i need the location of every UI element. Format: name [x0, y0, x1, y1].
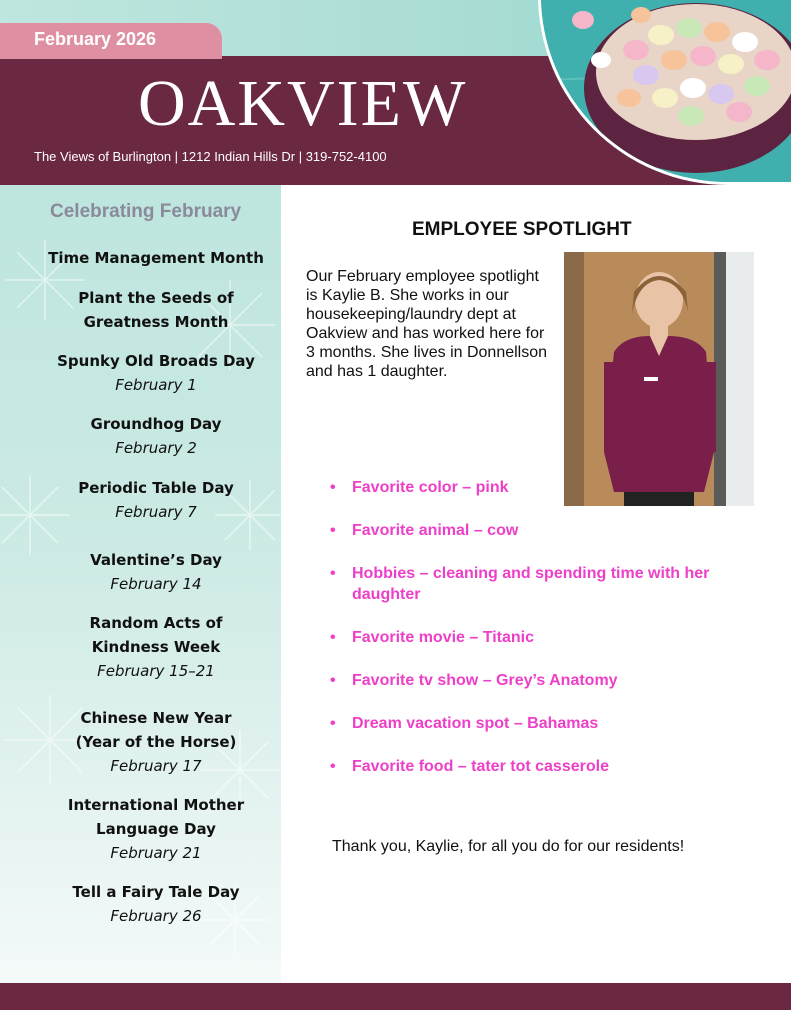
- fact-text: Favorite food – tater tot casserole: [352, 758, 609, 775]
- observance-item: [20, 548, 281, 596]
- fact-item: [330, 756, 750, 777]
- address-line: The Views of Burlington | 1212 Indian Hills Dr | 319-752-4100: [34, 149, 387, 164]
- month-tab: [0, 23, 222, 59]
- observance-name: Tell a Fairy Tale Day: [72, 883, 240, 901]
- bullet-icon: •: [330, 715, 336, 732]
- observance-item: [20, 246, 281, 270]
- candy-bowl-illustration: [541, 0, 791, 185]
- bullet-icon: •: [330, 522, 336, 539]
- observance-item: [20, 349, 281, 397]
- observance-date: February 1: [115, 376, 197, 394]
- sidebar-heading: Celebrating February: [50, 201, 242, 222]
- observance-item: [20, 706, 281, 778]
- bullet-icon: •: [330, 672, 336, 689]
- observance-item: [20, 286, 281, 334]
- fact-item: [330, 627, 750, 648]
- observance-name: Periodic Table Day: [78, 479, 234, 497]
- fact-item: [330, 477, 750, 498]
- observance-name: Valentine’s Day: [90, 551, 222, 569]
- employee-photo: [564, 252, 754, 506]
- observance-item: [20, 793, 281, 865]
- fact-text: Hobbies – cleaning and spending time with her daughter: [352, 565, 710, 603]
- observance-date: February 2: [115, 439, 197, 457]
- newsletter-title: OAKVIEW: [138, 67, 468, 140]
- bullet-icon: •: [330, 629, 336, 646]
- observance-name: Time Management Month: [48, 249, 264, 267]
- observance-date: February 21: [110, 844, 202, 862]
- thank-you-note: Thank you, Kaylie, for all you do for our residents!: [332, 838, 685, 855]
- fact-item: [330, 713, 750, 734]
- candy-hearts-photo: [538, 0, 791, 185]
- observance-item: [20, 880, 281, 928]
- observance-name: Groundhog Day: [90, 415, 222, 433]
- bullet-icon: •: [330, 758, 336, 775]
- observance-name: Plant the Seeds of Greatness Month: [78, 289, 234, 331]
- observance-name: Chinese New Year (Year of the Horse): [75, 709, 237, 751]
- observance-date: February 17: [110, 757, 202, 775]
- fact-text: Dream vacation spot – Bahamas: [352, 715, 599, 732]
- footer-bar: [0, 983, 791, 1010]
- spotlight-intro: Our February employee spotlight is Kaylie B. She works in our housekeeping/laundry dept at Oakview and has worked here for 3 months. She lives in Donnellson and has 1 daughter.: [306, 268, 548, 380]
- spotlight-title: EMPLOYEE SPOTLIGHT: [412, 219, 632, 240]
- fact-text: Favorite color – pink: [352, 479, 509, 496]
- observance-date: February 15–21: [97, 662, 215, 680]
- observance-item: [20, 476, 281, 524]
- fact-text: Favorite animal – cow: [352, 522, 519, 539]
- fact-text: Favorite movie – Titanic: [352, 629, 534, 646]
- employee-portrait-illustration: [564, 252, 754, 506]
- fact-item: [330, 520, 750, 541]
- month-label: February 2026: [34, 29, 157, 49]
- observance-date: February 7: [115, 503, 197, 521]
- observance-name: Random Acts of Kindness Week: [89, 614, 223, 656]
- bullet-icon: •: [330, 479, 336, 496]
- observance-item: [20, 412, 281, 460]
- observance-date: February 14: [110, 575, 202, 593]
- observance-name: International Mother Language Day: [67, 796, 245, 838]
- observance-name: Spunky Old Broads Day: [57, 352, 255, 370]
- observance-date: February 26: [110, 907, 202, 925]
- fact-item: [330, 563, 750, 605]
- spotlight-facts-list: [330, 477, 750, 799]
- fact-text: Favorite tv show – Grey’s Anatomy: [352, 672, 618, 689]
- fact-item: [330, 670, 750, 691]
- bullet-icon: •: [330, 565, 336, 582]
- observance-item: [20, 611, 281, 683]
- celebrations-sidebar: [0, 185, 281, 983]
